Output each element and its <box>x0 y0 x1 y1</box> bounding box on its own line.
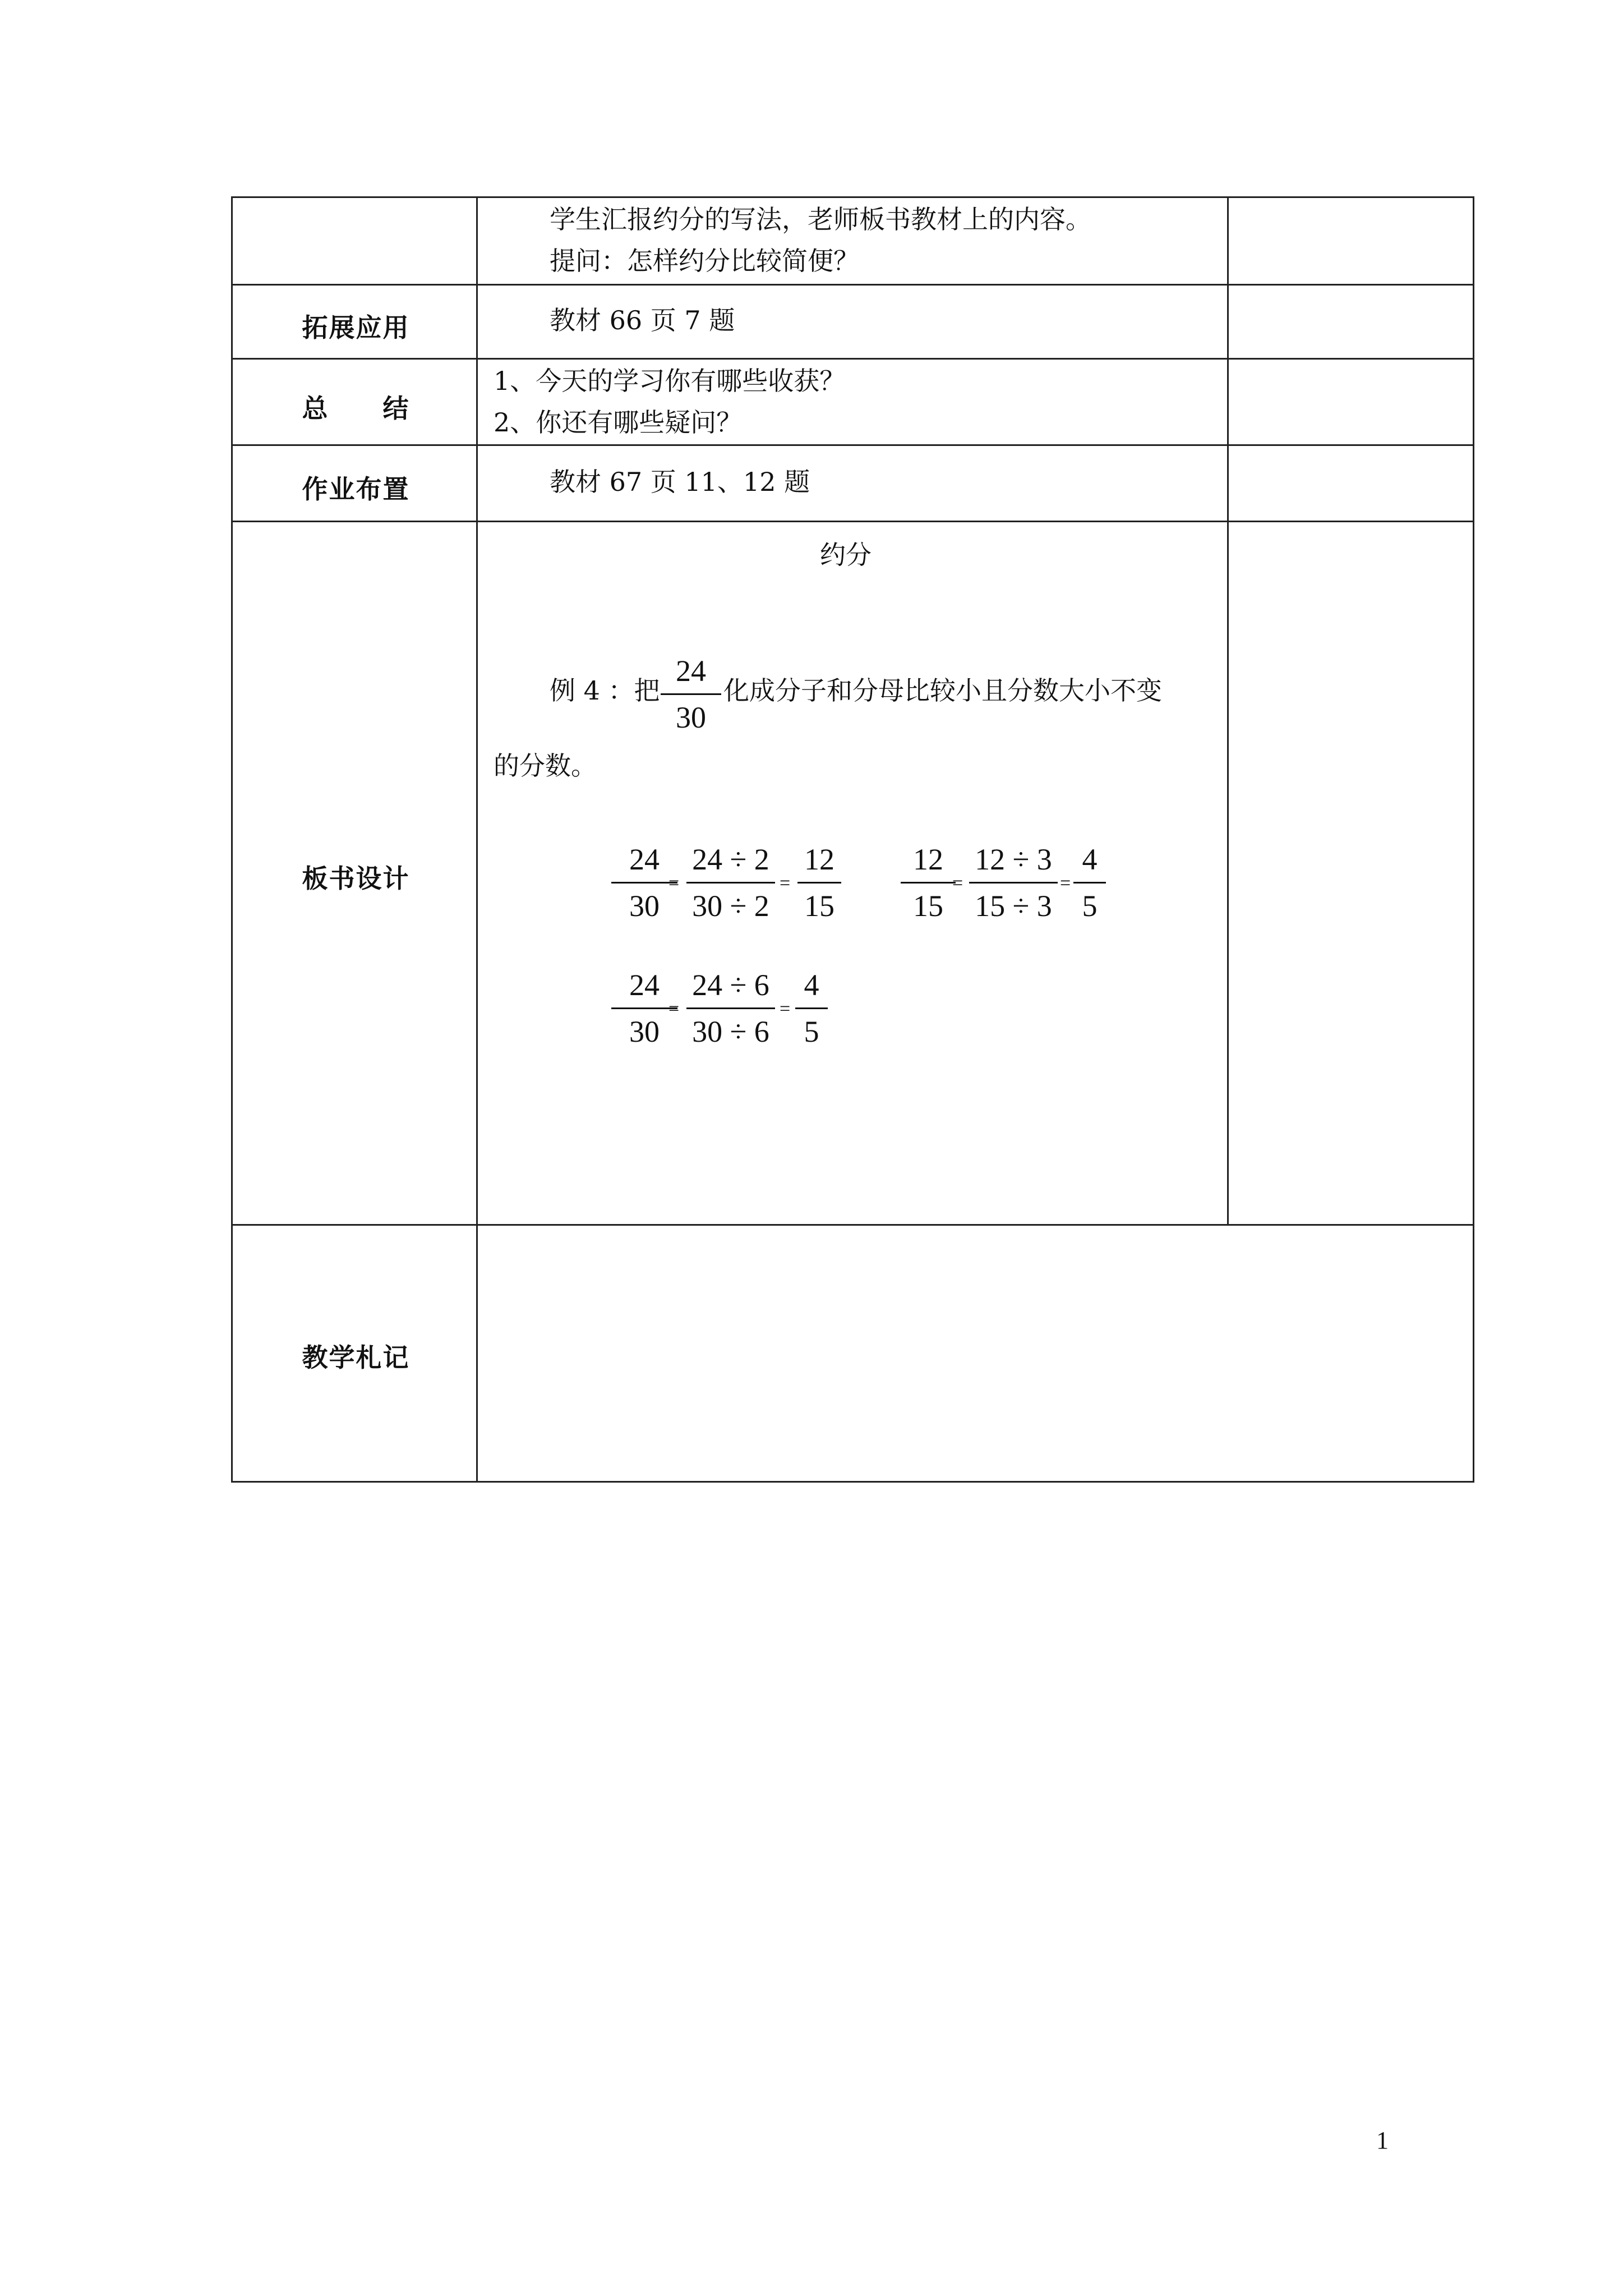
eq1-fraction-1: 24 30 <box>608 839 681 926</box>
page-number: 1 <box>1376 2127 1389 2154</box>
row-label-extension: 拓展应用 <box>302 312 410 343</box>
eq3-fraction-2: 24 ÷ 6 30 ÷ 6 <box>683 965 778 1052</box>
table-border-bottom <box>231 1481 1474 1483</box>
row-label-summary: 总 结 <box>302 393 410 424</box>
eq2-fraction-1: 12 15 <box>897 839 959 926</box>
equals-sign: = <box>780 999 791 1019</box>
equals-sign: = <box>780 873 791 894</box>
example-line2: 的分数。 <box>494 751 597 781</box>
eq2-fraction-3: 4 5 <box>1070 839 1109 926</box>
row-divider <box>231 358 1474 360</box>
equals-sign: = <box>668 873 680 894</box>
row1-line1: 学生汇报约分的写法，老师板书教材上的内容。 <box>550 204 1091 234</box>
board-title: 约分 <box>820 540 872 570</box>
row-divider <box>231 521 1474 522</box>
row-divider <box>231 284 1474 286</box>
example-suffix: 化成分子和分母比较小且分数大小不变 <box>723 675 1162 706</box>
row-divider <box>231 1224 1474 1226</box>
eq1-fraction-2: 24 ÷ 2 30 ÷ 2 <box>683 839 778 926</box>
equals-sign: = <box>1060 873 1071 894</box>
row-label-teaching-notes: 教学札记 <box>302 1342 410 1373</box>
row4-text: 教材 67 页 11、12 题 <box>550 467 810 497</box>
eq3-fraction-3: 4 5 <box>792 965 831 1052</box>
row1-line2: 提问：怎样约分比较简便？ <box>550 246 859 276</box>
row-label-homework: 作业布置 <box>302 474 410 504</box>
equals-sign: = <box>668 999 680 1019</box>
row-divider <box>231 444 1474 446</box>
table-border-top <box>231 196 1474 198</box>
example-fraction: 24 30 <box>657 651 725 738</box>
table-border-right <box>1473 196 1474 1483</box>
row3-line2: 2、你还有哪些疑问？ <box>494 407 743 438</box>
eq3-fraction-1: 24 30 <box>608 965 681 1052</box>
eq1-fraction-3: 12 15 <box>794 839 845 926</box>
row2-text: 教材 66 页 7 题 <box>550 305 735 335</box>
equals-sign: = <box>952 873 963 894</box>
row3-line1: 1、今天的学习你有哪些收获？ <box>494 366 846 396</box>
row-label-board-design: 板书设计 <box>302 863 410 894</box>
eq2-fraction-2: 12 ÷ 3 15 ÷ 3 <box>966 839 1061 926</box>
example-prefix: 例 4 ：把 <box>550 675 660 706</box>
column-divider <box>1227 196 1229 1226</box>
